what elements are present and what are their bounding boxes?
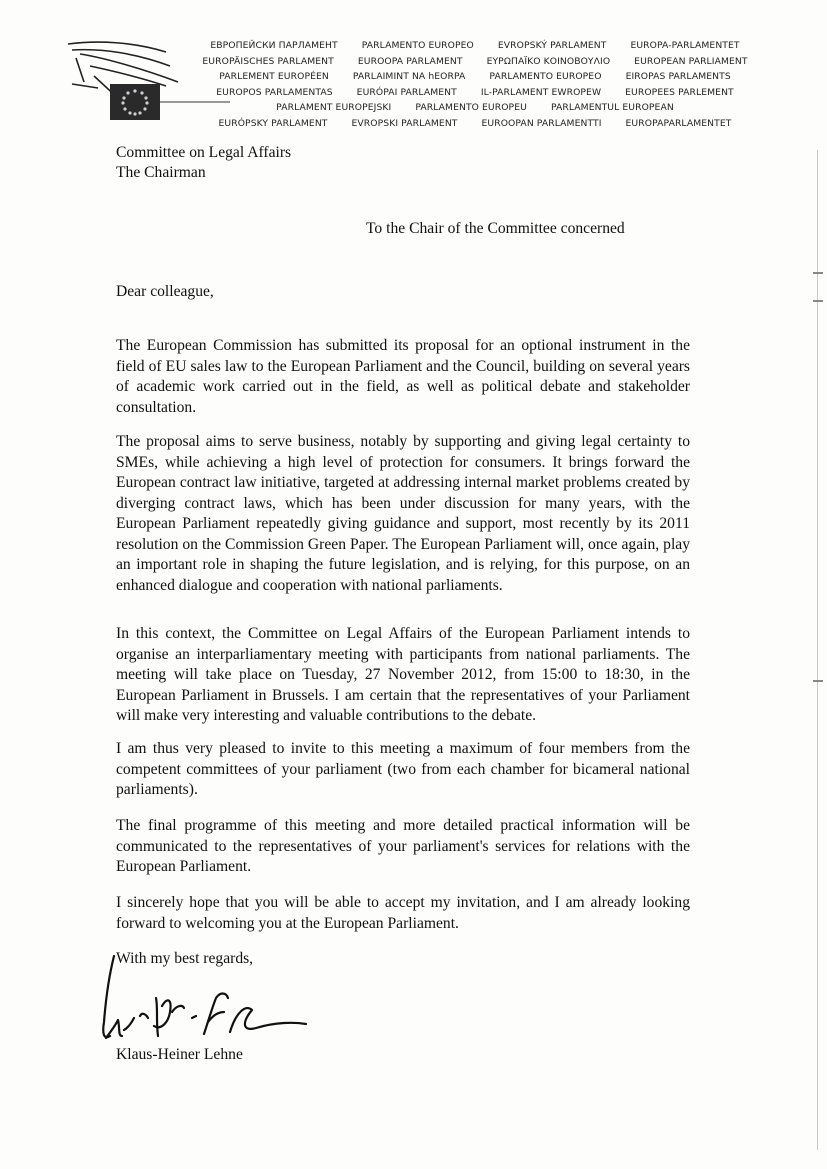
parliament-name: EURÓPSKY PARLAMENT — [218, 117, 328, 129]
addressee: To the Chair of the Committee concerned — [366, 220, 625, 237]
names-row — [205, 116, 745, 132]
parliament-name: EVROPSKI PARLAMENT — [351, 117, 458, 129]
parliament-name: EVROPSKÝ PARLAMENT — [497, 40, 607, 51]
body-paragraph: The proposal aims to serve business, notably by supporting and giving legal certainty to SMEs, while achieving a high level of protection for consumers. It brings forward the European contract law initiative, targeted at addressing internal market problems created by diverging contract laws, which has been under discussion for many years, with the European Parliament repeatedly giving guidance and support, most recently by its 2011 resolution on the Commission Green Paper. The European Parliament will, once again, play an important role in shaping the future legislation, and is relying, for this purpose, on an enhanced dialogue and cooperation with national parliaments. — [116, 433, 690, 594]
parliament-name: PARLAMENTO EUROPEO — [361, 40, 474, 51]
parliament-name: EUROOPAN PARLAMENTTI — [481, 117, 602, 129]
parliament-names-block — [202, 38, 748, 132]
names-row — [205, 100, 745, 116]
parliament-name: EUROPEAN PARLIAMENT — [634, 55, 748, 67]
sender-title: The Chairman — [116, 164, 206, 181]
names-row — [205, 69, 745, 85]
names-row — [205, 38, 745, 54]
names-row — [205, 85, 745, 101]
names-row — [202, 54, 748, 70]
parliament-name: EIROPAS PARLAMENTS — [625, 71, 731, 83]
body-paragraph: I sincerely hope that you will be able to accept my invitation, and I am already looking forward to welcoming you at the European Parliament. — [116, 894, 690, 932]
parliament-name: EUROPOS PARLAMENTAS — [216, 86, 333, 98]
parliament-name: PARLAMENTO EUROPEO — [489, 71, 602, 83]
body-paragraph: In this context, the Committee on Legal Affairs of the European Parliament intends to organise an interparliamentary meeting with participants from national parliaments. The meeting will take place on Tuesday, 27 November 2012, from 15:00 to 18:30, in the European Parliament in Brussels. I am certain that the representatives of your Parliament will make very interesting and valuable contributions to the debate. — [116, 625, 690, 724]
body-paragraph: The final programme of this meeting and more detailed practical information will be communicated to the representatives of your parliament's services for relations with the European Parliament. — [116, 817, 690, 875]
page-edge-mark — [813, 680, 823, 682]
parliament-name: IL-PARLAMENT EWROPEW — [480, 86, 602, 98]
parliament-name: PARLEMENT EUROPÉEN — [219, 71, 329, 83]
signer-name: Klaus-Heiner Lehne — [116, 1046, 243, 1063]
parliament-name: EUROPAPARLAMENTET — [625, 117, 732, 129]
sender-committee: Committee on Legal Affairs — [116, 144, 292, 161]
handwritten-signature-icon — [92, 952, 317, 1050]
parliament-name: EUROOPA PARLAMENT — [357, 55, 463, 67]
salutation: Dear colleague, — [116, 283, 214, 300]
parliament-name: EURÓPAI PARLAMENT — [356, 86, 457, 98]
sender-block — [116, 143, 291, 183]
parliament-name: EUROPÄISCHES PARLAMENT — [202, 55, 334, 67]
page-edge-mark — [813, 272, 823, 274]
parliament-name: PARLAMENTO EUROPEU — [415, 102, 527, 114]
page-edge-mark — [813, 300, 823, 302]
closing: With my best regards, — [116, 950, 254, 967]
parliament-name: PARLAMENT EUROPEJSKI — [276, 102, 392, 114]
parliament-name: PARLAIMINT NA hEORPA — [352, 71, 466, 83]
parliament-name: EUROPA-PARLAMENTET — [630, 40, 740, 51]
parliament-name: EUROPEES PARLEMENT — [625, 86, 734, 98]
parliament-name: ЕВРОПЕЙСКИ ПАРЛАМЕНТ — [210, 40, 338, 51]
parliament-name: PARLAMENTUL EUROPEAN — [550, 102, 674, 114]
body-paragraph: The European Commission has submitted its proposal for an optional instrument in the field of EU sales law to the European Parliament and the Council, building on several years of academic work carried out in the field, as well as political debate and stakeholder consultation. — [116, 337, 690, 416]
parliament-name: ΕΥΡΩΠΑΪΚΟ ΚΟΙΝΟΒΟΥΛΙΟ — [486, 55, 611, 67]
body-paragraph: I am thus very pleased to invite to this meeting a maximum of four members from the competent committees of your parliament (two from each chamber for bicameral national parliaments). — [116, 740, 690, 798]
